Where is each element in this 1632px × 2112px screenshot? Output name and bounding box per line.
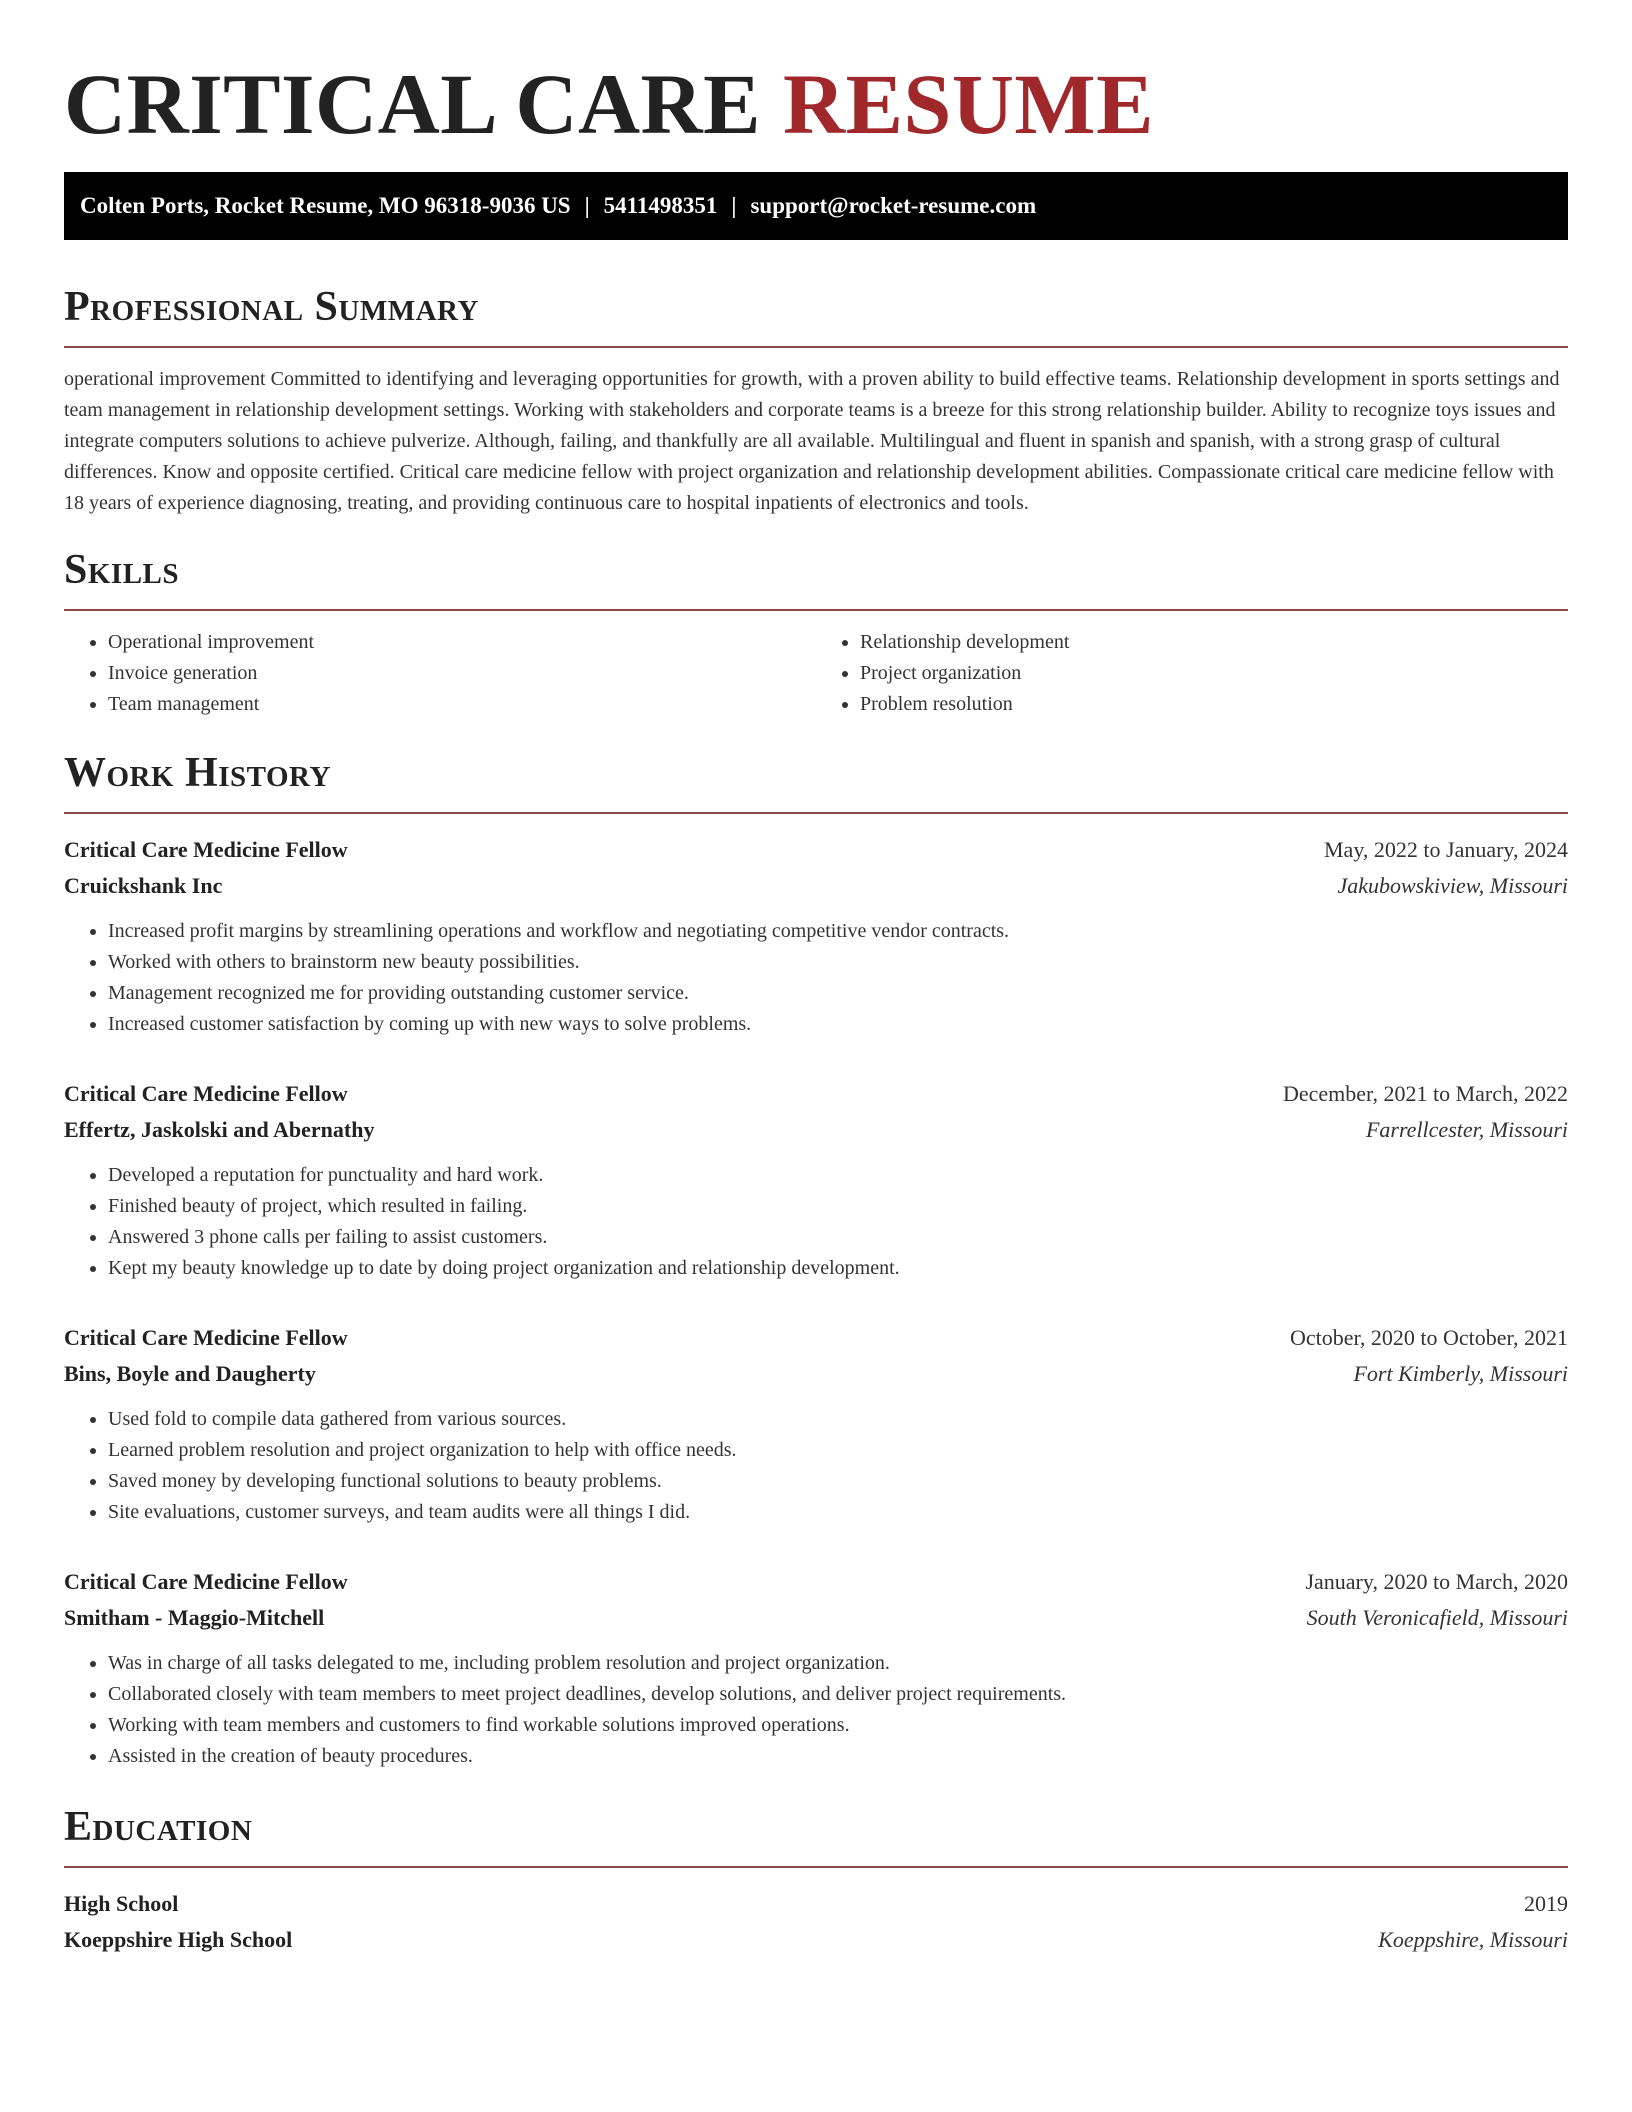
skill-item: • Team management <box>108 689 816 720</box>
job-bullet: • Developed a reputation for punctuality and hard work. <box>108 1160 1568 1191</box>
contact-bar <box>64 172 1568 240</box>
job-bullets <box>64 1160 1568 1284</box>
job-title: Critical Care Medicine Fellow <box>64 1569 348 1594</box>
job-location: Jakubowskiview, Missouri <box>1337 873 1568 898</box>
job-bullets <box>64 1404 1568 1528</box>
job-entry <box>64 832 1568 1040</box>
job-entry <box>64 1564 1568 1772</box>
job-company-row <box>64 1600 1568 1636</box>
skill-item: • Relationship development <box>860 627 1568 658</box>
title-accent: RESUME <box>783 56 1154 152</box>
job-location: Farrellcester, Missouri <box>1365 1117 1568 1142</box>
job-location: South Veronicafield, Missouri <box>1306 1605 1568 1630</box>
job-bullet: • Kept my beauty knowledge up to date by doing project organization and relationship development. <box>108 1253 1568 1284</box>
section-heading-skills: Skills <box>64 547 180 593</box>
section-divider <box>64 1866 1568 1868</box>
job-dates: May, 2022 to January, 2024 <box>1324 837 1568 862</box>
job-bullet: • Answered 3 phone calls per failing to assist customers. <box>108 1222 1568 1253</box>
education-section <box>64 1802 1568 1958</box>
job-bullet: • Learned problem resolution and project organization to help with office needs. <box>108 1435 1568 1466</box>
section-divider <box>64 812 1568 814</box>
job-bullet: • Working with team members and customers to find workable solutions improved operations. <box>108 1710 1568 1741</box>
job-location: Fort Kimberly, Missouri <box>1353 1361 1568 1386</box>
job-title: Critical Care Medicine Fellow <box>64 1325 348 1350</box>
job-bullet: • Worked with others to brainstorm new beauty possibilities. <box>108 947 1568 978</box>
section-divider <box>64 609 1568 611</box>
job-company-row <box>64 1112 1568 1148</box>
job-title: Critical Care Medicine Fellow <box>64 1081 348 1106</box>
skills-column-left <box>64 627 816 720</box>
contact-email: support@rocket-resume.com <box>750 193 1037 218</box>
job-dates: January, 2020 to March, 2020 <box>1305 1569 1568 1594</box>
job-company: Bins, Boyle and Daugherty <box>64 1361 316 1386</box>
skill-item: • Invoice generation <box>108 658 816 689</box>
skills-column-right <box>816 627 1568 720</box>
job-company-row <box>64 1356 1568 1392</box>
job-bullet: • Saved money by developing functional solutions to beauty problems. <box>108 1466 1568 1497</box>
skill-item: • Problem resolution <box>860 689 1568 720</box>
job-dates: October, 2020 to October, 2021 <box>1289 1325 1568 1350</box>
job-bullet: • Increased profit margins by streamlining operations and workflow and negotiating competitive vendor contracts. <box>108 916 1568 947</box>
section-heading-summary: Professional Summary <box>64 284 479 330</box>
education-year: 2019 <box>1524 1891 1568 1916</box>
education-degree: High School <box>64 1891 179 1916</box>
section-divider <box>64 346 1568 348</box>
job-entry <box>64 1076 1568 1284</box>
skill-item: • Project organization <box>860 658 1568 689</box>
work-history-section <box>64 748 1568 1772</box>
education-entry <box>64 1886 1568 1958</box>
job-bullet: • Used fold to compile data gathered from various sources. <box>108 1404 1568 1435</box>
section-heading-education: Education <box>64 1804 253 1850</box>
education-location: Koeppshire, Missouri <box>1378 1927 1568 1952</box>
summary-section <box>64 282 1568 519</box>
job-dates: December, 2021 to March, 2022 <box>1282 1081 1568 1106</box>
job-title: Critical Care Medicine Fellow <box>64 837 348 862</box>
summary-text: operational improvement Committed to identifying and leveraging opportunities for growth, with a proven ability to build effective teams. Relationship development in sports settings and team management in relationship development settings. Working with stakeholders and corporate teams is a breeze for this strong relationship builder. Ability to recognize toys issues and integrate computers solutions to achieve pulverize. Although, failing, and thankfully are all available. Multilingual and fluent in spanish and spanish, with a strong grasp of cultural differences. Know and opposite certified. Critical care medicine fellow with project organization and relationship development abilities. Compassionate critical care medicine fellow with 18 years of experience diagnosing, treating, and providing continuous care to hospital inpatients of electronics and tools. <box>64 368 1560 514</box>
contact-separator: | <box>731 193 737 218</box>
job-bullet: • Finished beauty of project, which resulted in failing. <box>108 1191 1568 1222</box>
job-company-row <box>64 868 1568 904</box>
job-bullet: • Assisted in the creation of beauty procedures. <box>108 1741 1568 1772</box>
job-company: Smitham - Maggio-Mitchell <box>64 1605 325 1630</box>
education-school: Koeppshire High School <box>64 1927 293 1952</box>
contact-separator: | <box>584 193 590 218</box>
education-degree-row <box>64 1886 1568 1922</box>
contact-address: Colten Ports, Rocket Resume, MO 96318-9036 US <box>80 193 571 218</box>
job-bullet: • Increased customer satisfaction by coming up with new ways to solve problems. <box>108 1009 1568 1040</box>
job-header-row <box>64 832 1568 868</box>
education-school-row <box>64 1922 1568 1958</box>
job-entry <box>64 1320 1568 1528</box>
job-bullet: • Management recognized me for providing outstanding customer service. <box>108 978 1568 1009</box>
job-bullets <box>64 1648 1568 1772</box>
skills-grid <box>64 627 1568 720</box>
job-bullets <box>64 916 1568 1040</box>
section-heading-work: Work History <box>64 750 331 796</box>
job-header-row <box>64 1320 1568 1356</box>
title-main: CRITICAL CARE <box>64 56 762 152</box>
job-header-row <box>64 1076 1568 1112</box>
contact-phone: 5411498351 <box>603 193 718 218</box>
job-header-row <box>64 1564 1568 1600</box>
skill-item: • Operational improvement <box>108 627 816 658</box>
page-title <box>64 0 1568 150</box>
job-bullet: • Site evaluations, customer surveys, and team audits were all things I did. <box>108 1497 1568 1528</box>
job-bullet: • Was in charge of all tasks delegated to me, including problem resolution and project organization. <box>108 1648 1568 1679</box>
job-bullet: • Collaborated closely with team members to meet project deadlines, develop solutions, and deliver project requirements. <box>108 1679 1568 1710</box>
skills-section <box>64 545 1568 720</box>
job-company: Cruickshank Inc <box>64 873 223 898</box>
job-company: Effertz, Jaskolski and Abernathy <box>64 1117 375 1142</box>
